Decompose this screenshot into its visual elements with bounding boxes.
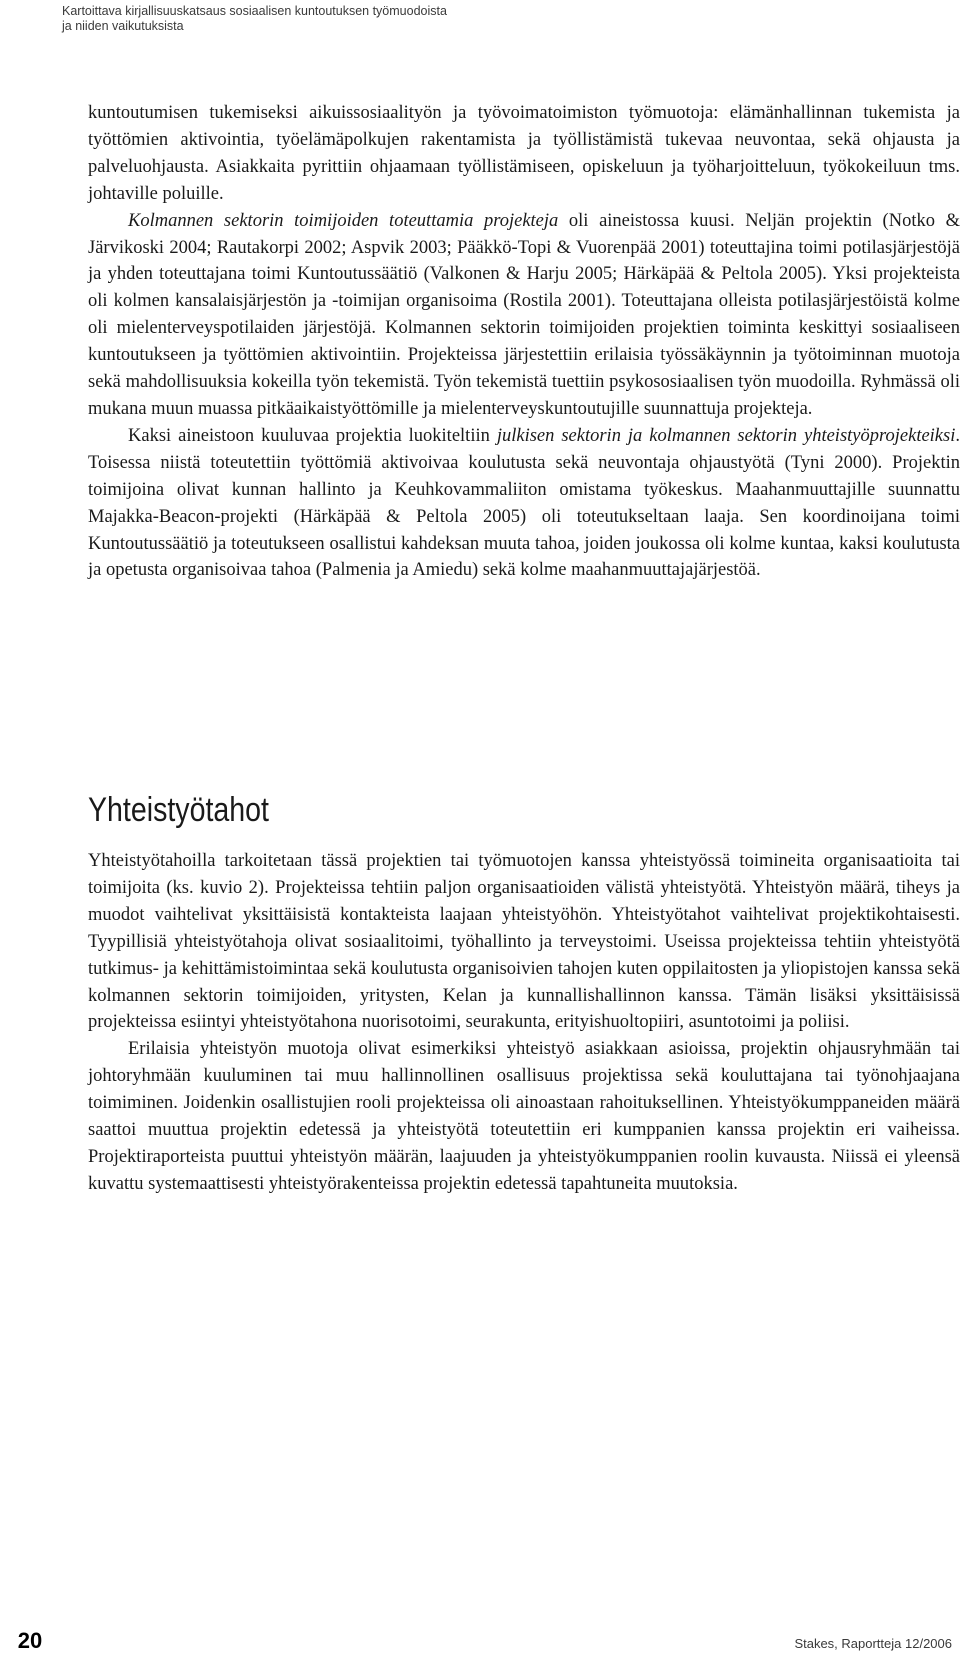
text-run: . Toisessa niistä toteutettiin työttömiä aktivoivaa koulutusta sekä neuvontaja ohjaustyötä (Tyni 2000). Projektin toimijoina olivat kunnan hallinto ja Keuhkovammaliiton omistama työkeskus. Maahanmuuttajille suunnattu Majakka-Beacon-projekti (Härkäpää & Peltola 2005) oli toteutukseltaan laaja. Sen koordinoijana toimi Kuntoutussäätiö ja toteutukseen osallistui kahdeksan muuta tahoa, joiden joukossa oli kolme kuntaa, kaksi koulutusta ja opetusta organisoivaa tahoa (Palmenia ja Amiedu) sekä kolme maahanmuuttajajärjestöä.	[88, 425, 960, 581]
page-number: 20	[0, 1627, 60, 1655]
paragraph	[88, 1036, 960, 1197]
footer-source: Stakes, Raportteja 12/2006	[794, 1636, 952, 1651]
italic-run: julkisen sektorin ja kolmannen sektorin yhteistyöprojekteiksi	[496, 425, 956, 446]
text-run: Kaksi aineistoon kuuluvaa projektia luokiteltiin	[128, 425, 497, 446]
text-run: kuntoutumisen tukemiseksi aikuissosiaalityön ja työvoimatoimiston työmuotoja: elämänhallinnan tukemista ja työttömien aktivointia, työelämäpolkujen rakentamista ja työllistämistä tukevaa neuvontaa, sekä ohjausta ja palveluohjausta. Asiakkaita pyrittiin ohjaamaan työllistämiseen, opiskeluun ja työharjoitteluun, työkokeiluun tms. johtaville poluille.	[88, 103, 960, 204]
running-head-line-2: ja niiden vaikutuksista	[62, 19, 184, 33]
body-text-top	[88, 100, 960, 584]
body-text-bottom	[88, 848, 960, 1198]
paragraph	[88, 100, 960, 208]
text-run: oli aineistossa kuusi. Neljän projektin (Notko & Järvikoski 2004; Rautakorpi 2002; Aspvik 2003; Pääkkö-Topi & Vuorenpää 2001) toteuttajina toimi potilasjärjestöjä ja yhden toteuttajana toimi Kuntoutussäätiö (Valkonen & Harju 2005; Härkäpää & Peltola 2005). Yksi projekteista oli kolmen kansalaisjärjestön ja -toimijan organisoima (Rostila 2001). Toteuttajana olleista potilasjärjestöistä kolme oli mielenterveyspotilaiden järjestöjä. Kolmannen sektorin toimijoiden projektien toiminta keskittyi sosiaaliseen kuntoutukseen ja työttömien aktivointiin. Projekteissa järjestettiin erilaisia työssäkäynnin ja työtoiminnan muotoja sekä mahdollisuuksia kokeilla työn tekemistä. Työn tekemistä tuettiin psykososiaalisen työn muodoilla. Ryhmässä oli mukana muun muassa pitkäaikaistyöttömille ja mielenterveyskuntoutujille suunnattuja projekteja.	[88, 210, 960, 419]
running-head	[62, 4, 447, 34]
paragraph	[88, 423, 960, 584]
paragraph	[88, 848, 960, 1036]
paragraph	[88, 208, 960, 423]
text-run: Erilaisia yhteistyön muotoja olivat esimerkiksi yhteistyö asiakkaan asioissa, projektin ohjausryhmään tai johtoryhmään kuuluminen tai muu hallinnollinen osallisuus projektissa sekä kouluttajana tai työnohjaajana toimiminen. Joidenkin osallistujien rooli projekteissa oli ainoastaan rahoituksellinen. Yhteistyökumppaneiden määrä saattoi muuttua projektin edetessä ja yhteistyötä toteutettiin eri kumppanien kanssa projektin eri vaiheissa. Projektiraporteista puuttui yhteistyön määrän, laajuuden ja yhteistyökumppanien roolin kuvausta. Niissä ei yleensä kuvattu systemaattisesti yhteistyörakenteissa projektin edetessä tapahtuneita muutoksia.	[88, 1039, 960, 1194]
italic-run: Kolmannen sektorin toimijoiden toteuttamia projekteja	[128, 210, 559, 231]
text-run: Yhteistyötahoilla tarkoitetaan tässä projektien tai työmuotojen kanssa yhteistyössä toimineita organisaatioita tai toimijoita (ks. kuvio 2). Projekteissa tehtiin paljon organisaatioiden välistä yhteistyötä. Yhteistyön määrä, tiheys ja muodot vaihtelivat yksittäisistä kontakteista laajaan yhteistyöhön. Yhteistyötahot vaihtelivat projektikohtaisesti. Tyypillisiä yhteistyötahoja olivat sosiaalitoimi, työhallinto ja terveystoimi. Useissa projekteissa tehtiin yhteistyötä tutkimus- ja kehittämistoimintaa sekä koulutusta organisoivien tahojen kuten oppilaitosten ja yliopistojen kanssa sekä kolmannen sektorin toimijoiden, yritysten, Kelan ja kunnallishallinnon kanssa. Tämän lisäksi yksittäisissä projekteissa esiintyi yhteistyötahona nuorisotoimi, seurakunta, erityishuoltopiiri, asuntotoimi ja poliisi.	[88, 851, 960, 1033]
running-head-line-1: Kartoittava kirjallisuuskatsaus sosiaalisen kuntoutuksen työmuodoista	[62, 4, 447, 18]
section-heading: Yhteistyötahot	[88, 791, 270, 829]
